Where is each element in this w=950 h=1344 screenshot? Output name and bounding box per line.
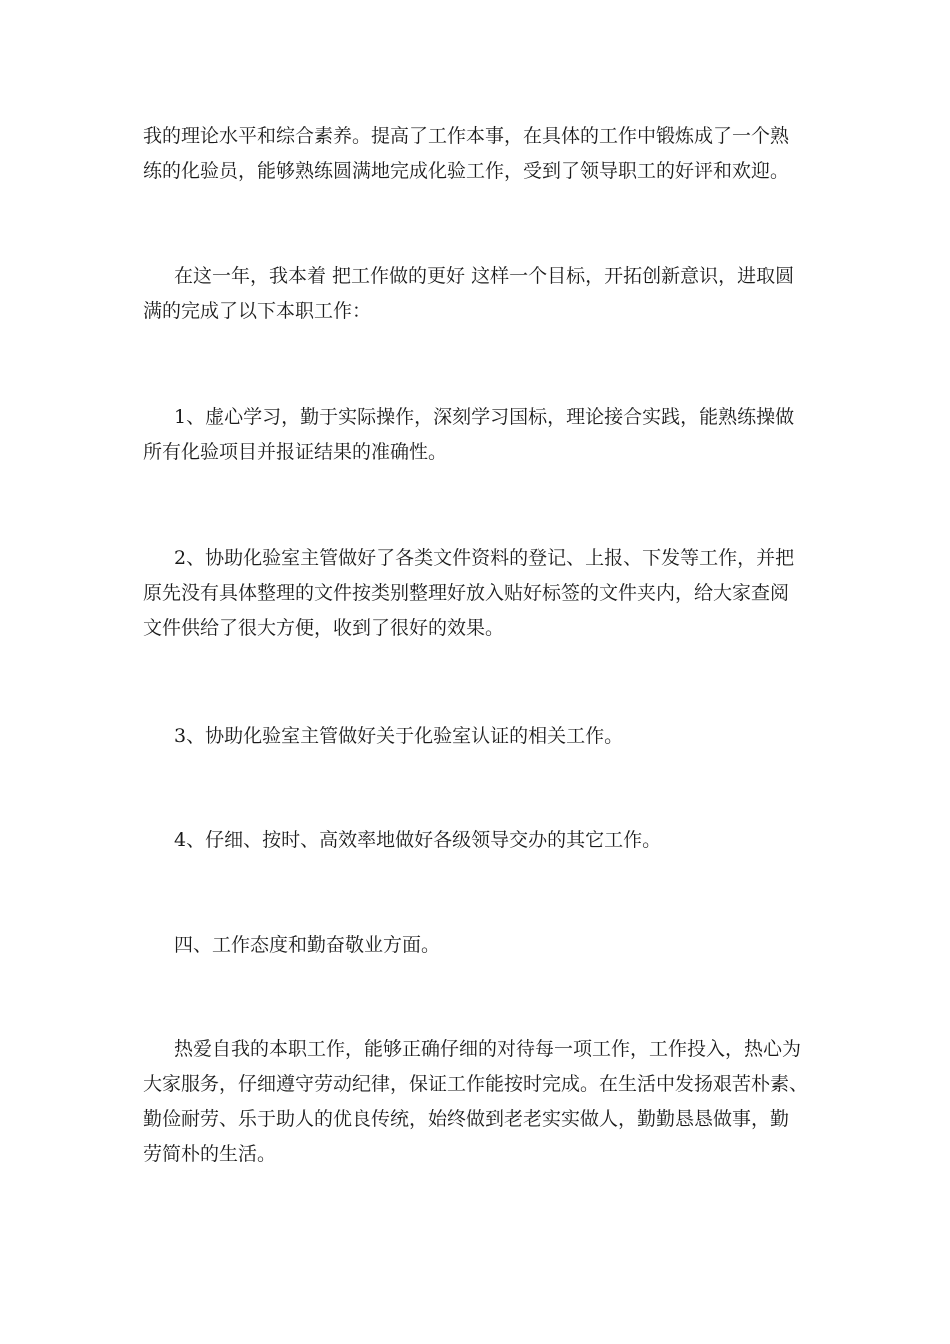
paragraph-line: 原先没有具体整理的文件按类别整理好放入贴好标签的文件夹内，给大家查阅 [143, 582, 790, 604]
paragraph-line: 四、工作态度和勤奋敬业方面。 [174, 934, 441, 956]
paragraph-line: 1、虚心学习，勤于实际操作，深刻学习国标，理论接合实践，能熟练操做 [174, 406, 795, 428]
paragraph-work-attitude [143, 1032, 809, 1172]
paragraph-line: 热爱自我的本职工作，能够正确仔细的对待每一项工作，工作投入，热心为 [174, 1038, 802, 1060]
section-heading [143, 928, 809, 963]
paragraph-line: 文件供给了很大方便，收到了很好的效果。 [143, 617, 505, 639]
paragraph-line: 所有化验项目并报证结果的准确性。 [143, 441, 448, 463]
paragraph-line: 4、仔细、按时、高效率地做好各级领导交办的其它工作。 [174, 829, 662, 851]
paragraph-item-1 [143, 400, 809, 470]
paragraph-line: 2、协助化验室主管做好了各类文件资料的登记、上报、下发等工作，并把 [174, 547, 795, 569]
paragraph-line: 满的完成了以下本职工作： [143, 300, 372, 322]
paragraph-line: 3、协助化验室主管做好关于化验室认证的相关工作。 [174, 725, 624, 747]
paragraph-item-3 [143, 719, 809, 754]
paragraph-2 [143, 259, 809, 329]
paragraph-line: 勤俭耐劳、乐于助人的优良传统，始终做到老老实实做人，勤勤恳恳做事，勤 [143, 1108, 790, 1130]
paragraph-line: 劳简朴的生活。 [143, 1143, 277, 1165]
paragraph-line: 我的理论水平和综合素养。提高了工作本事，在具体的工作中锻炼成了一个熟 [143, 125, 790, 147]
paragraph-item-2 [143, 541, 809, 646]
paragraph-line: 练的化验员，能够熟练圆满地完成化验工作，受到了领导职工的好评和欢迎。 [143, 160, 790, 182]
paragraph-1 [143, 119, 809, 189]
paragraph-line: 在这一年，我本着 把工作做的更好 这样一个目标，开拓创新意识，进取圆 [174, 265, 795, 287]
paragraph-line: 大家服务，仔细遵守劳动纪律，保证工作能按时完成。在生活中发扬艰苦朴素、 [143, 1073, 809, 1095]
paragraph-item-4 [143, 823, 809, 858]
